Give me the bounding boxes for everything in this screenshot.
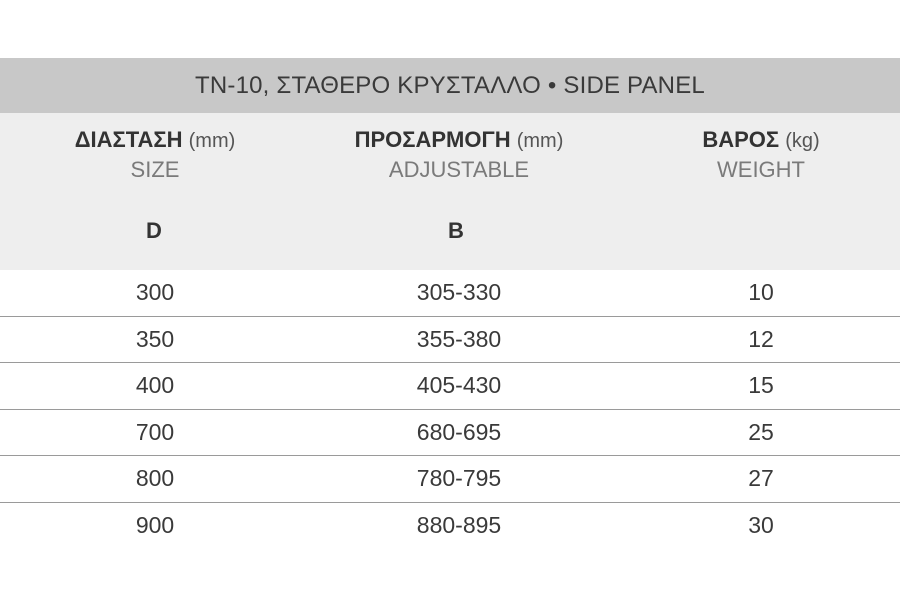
cell-adjustable: 405-430 (416, 372, 502, 398)
table-row (0, 317, 900, 364)
cell-adjustable: 680-695 (416, 418, 502, 445)
column-header-adjustable-unit: (mm) (516, 130, 564, 152)
table-title: TN-10, ΣΤΑΘΕΡΟ ΚΡΥΣΤΑΛΛΟ • SIDE PANEL (195, 71, 705, 99)
cell-adjustable: 355-380 (416, 325, 502, 352)
cell-size: 350 (135, 325, 175, 352)
table-row (0, 503, 900, 549)
column-header-weight-label: ΒΑΡΟΣ (702, 127, 780, 152)
cell-weight: 10 (748, 279, 774, 305)
table-body (0, 270, 900, 548)
column-header-size-english: SIZE (130, 157, 180, 182)
cell-adjustable: 305-330 (416, 279, 502, 305)
table-row (0, 410, 900, 457)
column-header-adjustable-label: ΠΡΟΣΑΡΜΟΓΗ (354, 127, 511, 152)
cell-size: 800 (135, 465, 175, 491)
table-row (0, 270, 900, 317)
table-header (0, 113, 900, 270)
table-title-bar (0, 58, 900, 113)
cell-weight: 15 (748, 372, 774, 398)
column-header-weight-unit: (kg) (785, 130, 820, 152)
table-row (0, 456, 900, 503)
cell-size: 900 (135, 511, 175, 538)
cell-adjustable: 780-795 (416, 465, 502, 491)
cell-weight: 25 (748, 418, 774, 445)
cell-weight: 12 (748, 325, 774, 352)
cell-weight: 30 (748, 511, 774, 538)
dimension-letter-d: D (146, 218, 162, 243)
cell-size: 400 (135, 372, 175, 398)
dimension-letter-b: B (448, 218, 464, 243)
column-header-size-label: ΔΙΑΣΤΑΣΗ (74, 127, 183, 152)
cell-weight: 27 (748, 465, 774, 491)
column-header-weight-english: WEIGHT (717, 157, 805, 182)
table-row (0, 363, 900, 410)
cell-adjustable: 880-895 (416, 511, 502, 538)
cell-size: 300 (135, 279, 175, 305)
column-header-size-unit: (mm) (188, 130, 236, 152)
cell-size: 700 (135, 418, 175, 445)
column-header-adjustable-english: ADJUSTABLE (388, 157, 530, 182)
